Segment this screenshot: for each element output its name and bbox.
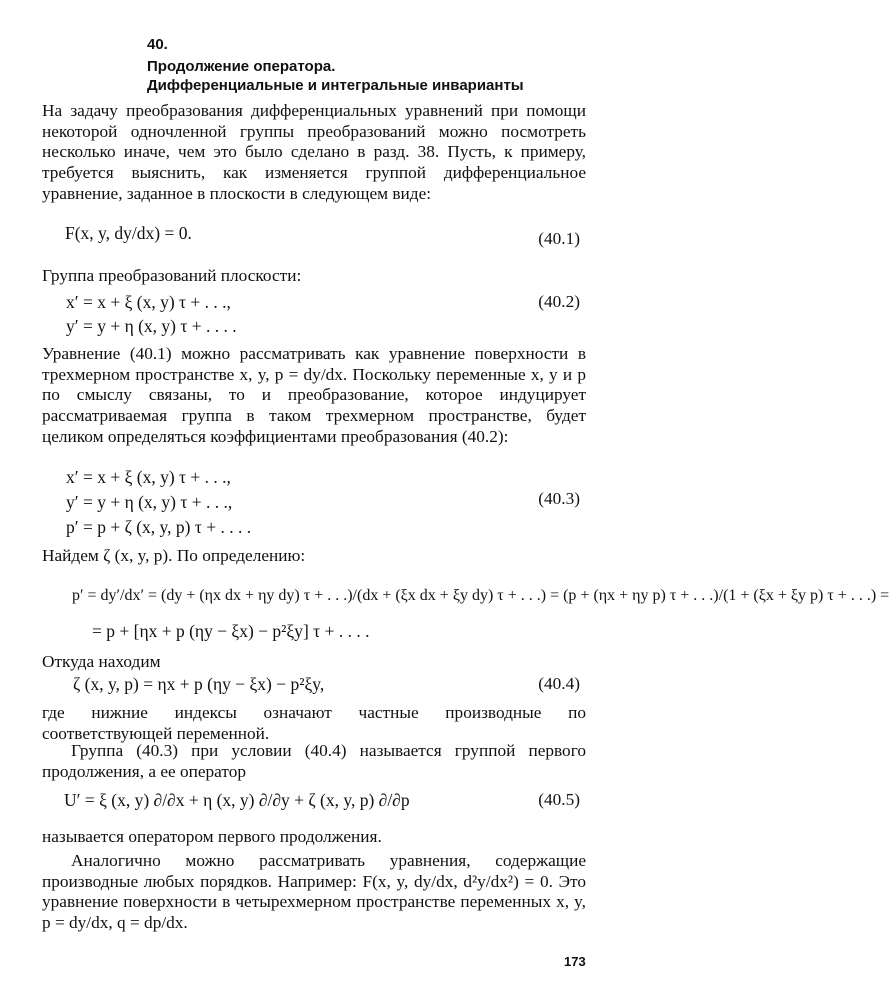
paragraph-subscripts: где нижние индексы означают частные производные по соответствующей переменной. — [42, 703, 586, 743]
equation-40-2-x: x′ = x + ξ (x, y) τ + . . ., — [66, 292, 231, 312]
equation-number-40-1: (40.1) — [538, 229, 580, 248]
paragraph-intro: На задачу преобразования дифференциальных уравнений при помощи некоторой одночленной группы преобразований можно посмотреть несколько иначе, чем это было сделано в разд. 38. Пусть, к примеру, требуется выяснить, как изменяется группой дифференциальное уравнение, заданное в плоскости в следующем виде: — [42, 101, 586, 203]
paragraph-first-prolongation: Группа (40.3) при условии (40.4) называется группой первого продолжения, а ее оператор — [42, 741, 586, 781]
equation-40-5: U′ = ξ (x, y) ∂/∂x + η (x, y) ∂/∂y + ζ (x, y, p) ∂/∂p — [64, 790, 410, 810]
equation-derivation-line1: p′ = dy′/dx′ = (dy + (ηx dx + ηy dy) τ + . . .)/(dx + (ξx dx + ξy dy) τ + . . .) = (p + (ηx + ηy p) τ + . . .)/(1 + (ξx + ξy p) τ + . . .) = — [72, 587, 889, 604]
equation-40-3-p: p′ = p + ζ (x, y, p) τ + . . . . — [66, 517, 252, 537]
equation-derivation-line2: = p + [ηx + p (ηy − ξx) − p²ξy] τ + . . . . — [92, 621, 370, 641]
paragraph-higher-orders: Аналогично можно рассматривать уравнения, содержащие производные любых порядков. Например: F(x, y, dy/dx, d²y/dx²) = 0. Это уравнение поверхности в четырехмерном пространстве переменных x, y, p = dy/dx, q = dp/dx. — [42, 851, 586, 933]
equation-number-40-5: (40.5) — [538, 790, 580, 809]
equation-40-3-y: y′ = y + η (x, y) τ + . . ., — [66, 492, 233, 512]
paragraph-whence: Откуда находим — [42, 652, 161, 671]
paragraph-surface: Уравнение (40.1) можно рассматривать как уравнение поверхности в трехмерном пространстве x, y, p = dy/dx. Поскольку переменные x, y и p по смыслу связаны, то и преобразование, которое индуцирует рассматриваемая группа в таком трехмерном пространстве, будет целиком определяться коэффициентами преобразования (40.2): — [42, 344, 586, 446]
equation-40-3-x: x′ = x + ξ (x, y) τ + . . ., — [66, 467, 231, 487]
equation-number-40-4: (40.4) — [538, 674, 580, 693]
equation-40-4: ζ (x, y, p) = ηx + p (ηy − ξx) − p²ξy, — [73, 674, 325, 694]
equation-number-40-2: (40.2) — [538, 292, 580, 311]
equation-number-40-3: (40.3) — [538, 489, 580, 508]
section-title-line2: Дифференциальные и интегральные инварианты — [147, 77, 524, 94]
equation-40-2-y: y′ = y + η (x, y) τ + . . . . — [66, 316, 237, 336]
section-number: 40. — [147, 36, 168, 53]
paragraph-group-plane: Группа преобразований плоскости: — [42, 266, 302, 285]
section-title-line1: Продолжение оператора. — [147, 58, 336, 75]
page-number: 173 — [564, 954, 586, 969]
equation-40-1: F(x, y, dy/dx) = 0. — [65, 223, 192, 243]
paragraph-find-zeta: Найдем ζ (x, y, p). По определению: — [42, 546, 306, 565]
paragraph-operator-name: называется оператором первого продолжения. — [42, 827, 382, 846]
